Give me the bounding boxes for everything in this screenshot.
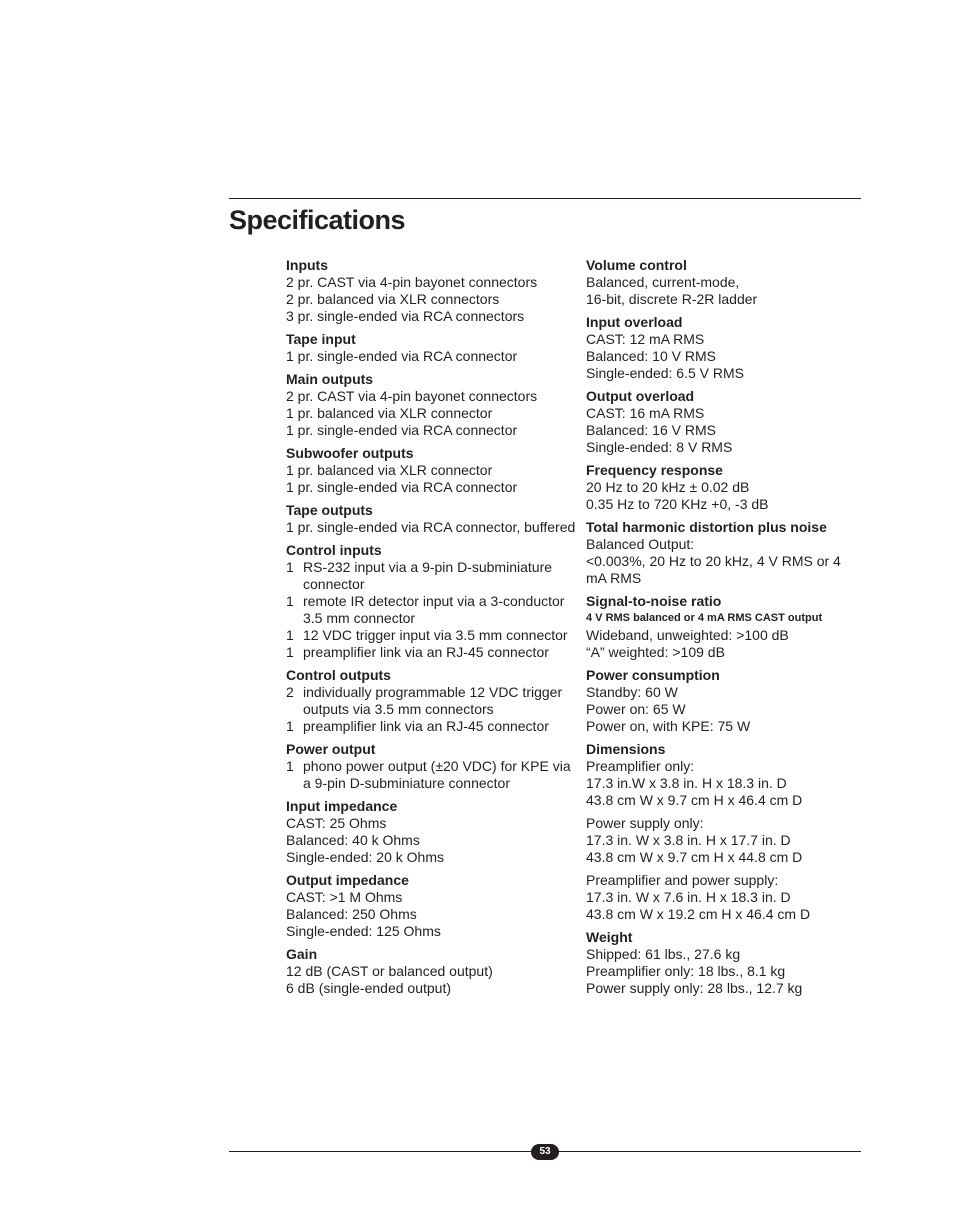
spec-heading: Input impedance	[286, 798, 398, 814]
spec-line: CAST: 12 mA RMS	[586, 331, 705, 347]
spec-power-consumption	[586, 667, 861, 735]
spec-line: Single-ended: 8 V RMS	[586, 439, 733, 455]
spec-weight	[586, 929, 861, 997]
spec-heading: Frequency response	[586, 462, 723, 478]
spec-line: Standby: 60 W	[586, 684, 678, 700]
item-count: 1	[286, 559, 294, 575]
spec-gain	[286, 946, 576, 997]
spec-line: Balanced: 16 V RMS	[586, 422, 716, 438]
spec-line: Single-ended: 6.5 V RMS	[586, 365, 744, 381]
spec-input-impedance	[286, 798, 576, 866]
item-count: 1	[286, 644, 294, 660]
spec-line: 1 pr. single-ended via RCA connector, buffered	[286, 519, 576, 535]
spec-heading: Power output	[286, 741, 376, 757]
spec-heading: Signal-to-noise ratio	[586, 593, 722, 609]
spec-line: Power on: 65 W	[586, 701, 686, 717]
spec-heading: Weight	[586, 929, 633, 945]
item-count: 1	[286, 718, 294, 734]
spec-heading: Control outputs	[286, 667, 391, 683]
spec-line: 12 dB (CAST or balanced output)	[286, 963, 493, 979]
spec-heading: Total harmonic distortion plus noise	[586, 519, 827, 535]
spec-line: Single-ended: 20 k Ohms	[286, 849, 444, 865]
spec-line: Balanced Output:	[586, 536, 695, 552]
item-text: phono power output (±20 VDC) for KPE via a 9-pin D-subminiature connector	[303, 758, 571, 791]
spec-line: 43.8 cm W x 19.2 cm H x 46.4 cm D	[586, 906, 811, 922]
page-title: Specifications	[229, 205, 406, 235]
spec-control-inputs	[286, 542, 576, 661]
spec-main-outputs	[286, 371, 576, 439]
spec-heading: Input overload	[586, 314, 683, 330]
spec-thd	[586, 519, 861, 587]
spec-subwoofer-outputs	[286, 445, 576, 496]
spec-line: 6 dB (single-ended output)	[286, 980, 451, 996]
spec-line: 1 pr. single-ended via RCA connector	[286, 348, 518, 364]
spec-list-item	[286, 684, 576, 718]
spec-line: CAST: 25 Ohms	[286, 815, 387, 831]
spec-line: Single-ended: 125 Ohms	[286, 923, 441, 939]
spec-line: 20 Hz to 20 kHz ± 0.02 dB	[586, 479, 750, 495]
spec-heading: Inputs	[286, 257, 328, 273]
spec-line: Preamplifier only:	[586, 758, 695, 774]
page-number-badge: 53	[531, 1144, 559, 1160]
spec-output-overload	[586, 388, 861, 456]
spec-subheading: 4 V RMS balanced or 4 mA RMS CAST output	[586, 612, 823, 624]
spec-line: CAST: >1 M Ohms	[286, 889, 403, 905]
spec-line: Balanced: 40 k Ohms	[286, 832, 420, 848]
item-text: preamplifier link via an RJ-45 connector	[303, 718, 549, 734]
spec-heading: Control inputs	[286, 542, 382, 558]
spec-frequency-response	[586, 462, 861, 513]
spec-line: 3 pr. single-ended via RCA connectors	[286, 308, 525, 324]
spec-line: Shipped: 61 lbs., 27.6 kg	[586, 946, 741, 962]
spec-line: 43.8 cm W x 9.7 cm H x 44.8 cm D	[586, 849, 803, 865]
top-rule	[229, 198, 861, 199]
item-count: 1	[286, 593, 294, 609]
spec-line: 43.8 cm W x 9.7 cm H x 46.4 cm D	[586, 792, 803, 808]
spec-line: CAST: 16 mA RMS	[586, 405, 705, 421]
specs-left-column	[286, 257, 576, 1003]
spec-heading: Dimensions	[586, 741, 666, 757]
spec-line: Balanced, current-mode,	[586, 274, 740, 290]
spec-line: 1 pr. balanced via XLR connector	[286, 405, 493, 421]
spec-volume-control	[586, 257, 861, 308]
spec-line: 2 pr. CAST via 4-pin bayonet connectors	[286, 388, 538, 404]
spec-line: 17.3 in.W x 3.8 in. H x 18.3 in. D	[586, 775, 787, 791]
spec-line: 1 pr. balanced via XLR connector	[286, 462, 493, 478]
spec-signal-to-noise	[586, 593, 861, 661]
spec-list-item	[286, 559, 576, 593]
spec-line: 16-bit, discrete R-2R ladder	[586, 291, 758, 307]
spec-heading: Output overload	[586, 388, 695, 404]
spec-line: 0.35 Hz to 720 KHz +0, -3 dB	[586, 496, 769, 512]
spec-list-item	[286, 644, 576, 661]
item-text: 12 VDC trigger input via 3.5 mm connector	[303, 627, 568, 643]
spec-list-item	[286, 758, 576, 792]
spec-heading: Subwoofer outputs	[286, 445, 414, 461]
spec-line: 17.3 in. W x 3.8 in. H x 17.7 in. D	[586, 832, 791, 848]
spec-line: 17.3 in. W x 7.6 in. H x 18.3 in. D	[586, 889, 791, 905]
spec-input-overload	[586, 314, 861, 382]
spec-heading: Volume control	[586, 257, 687, 273]
item-text: preamplifier link via an RJ-45 connector	[303, 644, 549, 660]
spec-list-item	[286, 718, 576, 735]
spec-power-output	[286, 741, 576, 792]
spec-line: 2 pr. balanced via XLR connectors	[286, 291, 500, 307]
spec-heading: Tape input	[286, 331, 356, 347]
spec-heading: Output impedance	[286, 872, 409, 888]
spec-line: 1 pr. single-ended via RCA connector	[286, 422, 518, 438]
spec-line: “A” weighted: >109 dB	[586, 644, 725, 660]
item-text: individually programmable 12 VDC trigger outputs via 3.5 mm connectors	[303, 684, 563, 717]
spec-list-item	[286, 627, 576, 644]
item-count: 1	[286, 627, 294, 643]
spec-output-impedance	[286, 872, 576, 940]
spec-line: Power supply only: 28 lbs., 12.7 kg	[586, 980, 803, 996]
spec-line: Preamplifier and power supply:	[586, 872, 779, 888]
spec-line: Wideband, unweighted: >100 dB	[586, 627, 789, 643]
spec-line: Balanced: 10 V RMS	[586, 348, 716, 364]
item-text: remote IR detector input via a 3-conductor 3.5 mm connector	[303, 593, 565, 626]
spec-line: <0.003%, 20 Hz to 20 kHz, 4 V RMS or 4 mA RMS	[586, 553, 841, 586]
spec-line: 1 pr. single-ended via RCA connector	[286, 479, 518, 495]
spec-tape-outputs	[286, 502, 576, 536]
spec-dimensions	[586, 741, 861, 923]
specs-right-column	[586, 257, 861, 1003]
spec-line: 2 pr. CAST via 4-pin bayonet connectors	[286, 274, 538, 290]
spec-line: Preamplifier only: 18 lbs., 8.1 kg	[586, 963, 786, 979]
spec-heading: Main outputs	[286, 371, 374, 387]
spec-heading: Gain	[286, 946, 318, 962]
spec-tape-input	[286, 331, 576, 365]
spec-control-outputs	[286, 667, 576, 735]
spec-line: Power supply only:	[586, 815, 704, 831]
spec-line: Power on, with KPE: 75 W	[586, 718, 751, 734]
spec-heading: Power consumption	[586, 667, 720, 683]
item-count: 2	[286, 684, 294, 700]
item-count: 1	[286, 758, 294, 774]
spec-list-item	[286, 593, 576, 627]
spec-line: Balanced: 250 Ohms	[286, 906, 417, 922]
spec-heading: Tape outputs	[286, 502, 373, 518]
spec-inputs	[286, 257, 576, 325]
item-text: RS-232 input via a 9-pin D-subminiature connector	[303, 559, 553, 592]
